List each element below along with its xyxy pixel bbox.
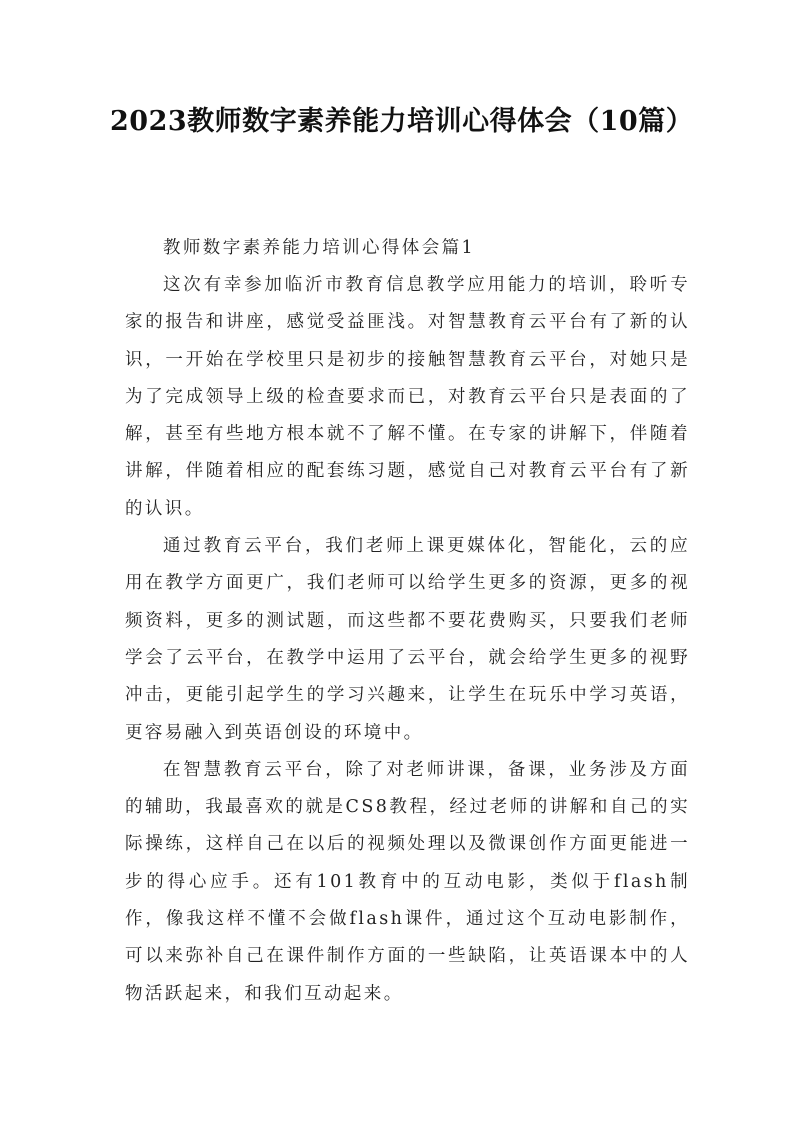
page-title: 2023教师数字素养能力培训心得体会（10篇） <box>110 106 694 137</box>
paragraph-1: 这次有幸参加临沂市教育信息教学应用能力的培训，聆听专家的报告和讲座，感觉受益匪浅。对智慧教育云平台有了新的认识，一开始在学校里只是初步的接触智慧教育云平台，对她只是为了完成领导上级的检查要求而已，对教育云平台只是表面的了解，甚至有些地方根本就不了解不懂。在专家的讲解下，伴随着讲解，伴随着相应的配套练习题，感觉自己对教育云平台有了新的认识。 <box>125 275 690 519</box>
paragraph-2: 通过教育云平台，我们老师上课更媒体化，智能化，云的应用在教学方面更广，我们老师可以给学生更多的资源，更多的视频资料，更多的测试题，而这些都不要花费购买，只要我们老师学会了云平台，在教学中运用了云平台，就会给学生更多的视野冲击，更能引起学生的学习兴趣来，让学生在玩乐中学习英语，更容易融入到英语创设的环境中。 <box>125 536 690 743</box>
section-heading: 教师数字素养能力培训心得体会篇1 <box>163 238 476 258</box>
document-body <box>125 230 690 1013</box>
paragraph-3: 在智慧教育云平台，除了对老师讲课，备课，业务涉及方面的辅助，我最喜欢的就是CS8教程，经过老师的讲解和自己的实际操练，这样自己在以后的视频处理以及微课创作方面更能进一步的得心应手。还有101教育中的互动电影，类似于flash制作，像我这样不懂不会做flash课件，通过这个互动电影制作，可以来弥补自己在课件制作方面的一些缺陷，让英语课本中的人物活跃起来，和我们互动起来。 <box>125 759 690 1004</box>
